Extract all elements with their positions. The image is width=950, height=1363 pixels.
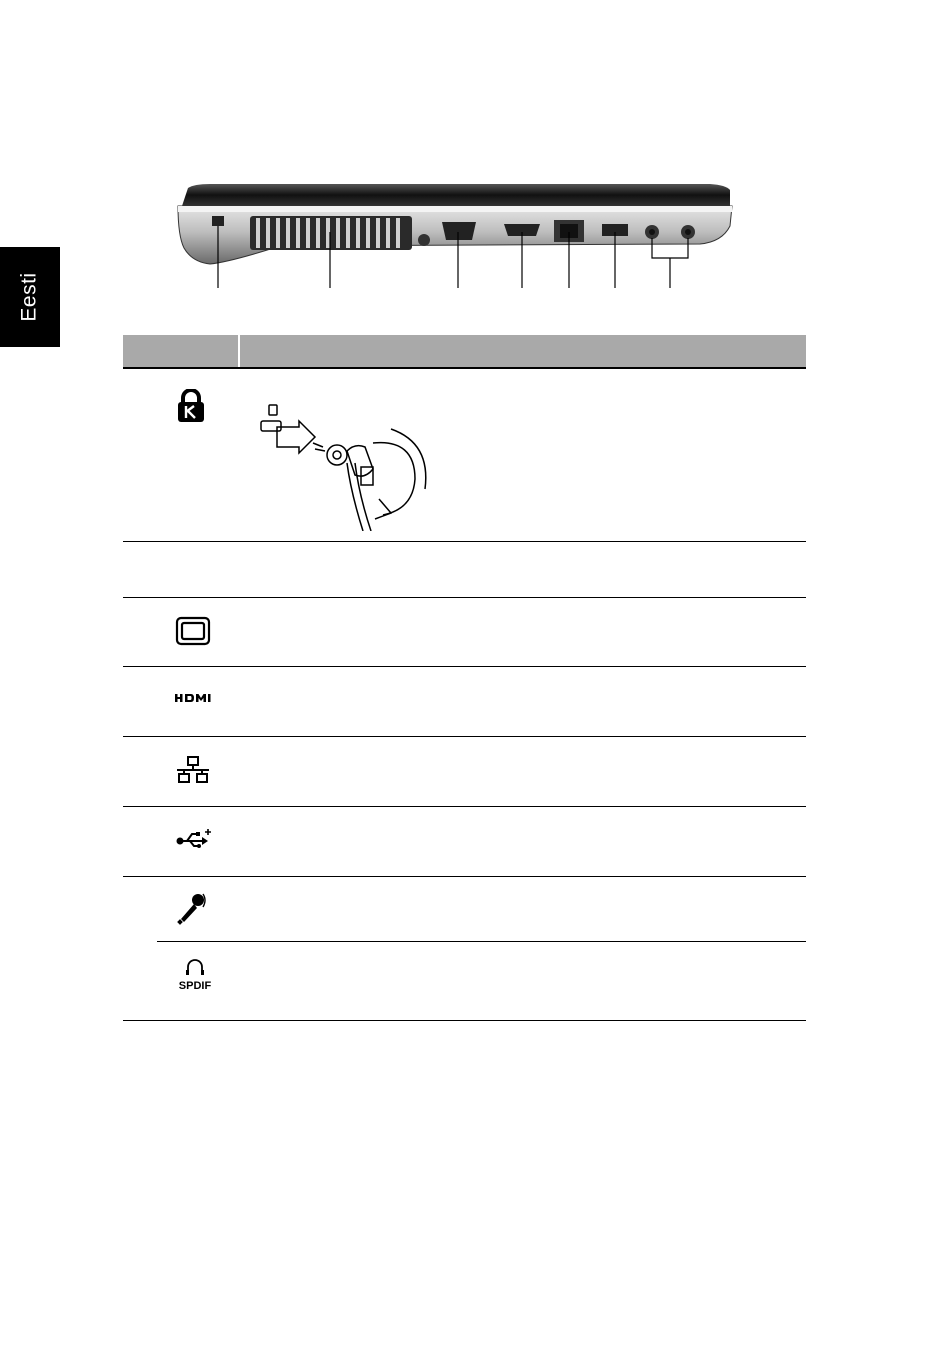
spdif-label: SPDIF	[178, 980, 212, 991]
hdmi-port-icon	[175, 693, 213, 703]
language-tab-label: Eesti	[18, 272, 41, 322]
kensington-lock-diagram	[255, 403, 435, 531]
table-row	[123, 877, 806, 1021]
microphone-jack-icon	[177, 891, 207, 925]
table-row	[123, 598, 806, 667]
ethernet-port-icon	[175, 755, 211, 785]
headphone-spdif-icon	[175, 957, 215, 991]
table-row	[123, 737, 806, 807]
table-row	[123, 542, 806, 598]
usb-port-icon	[175, 827, 213, 851]
table-row	[123, 667, 806, 737]
laptop-left-side-illustration	[170, 176, 740, 296]
table-row	[123, 369, 806, 542]
ports-table	[123, 335, 806, 1021]
vga-port-icon	[175, 616, 211, 646]
sub-divider	[157, 941, 806, 942]
table-row	[123, 807, 806, 877]
kensington-lock-icon	[176, 389, 206, 423]
table-header	[123, 335, 806, 369]
language-tab	[0, 247, 60, 347]
